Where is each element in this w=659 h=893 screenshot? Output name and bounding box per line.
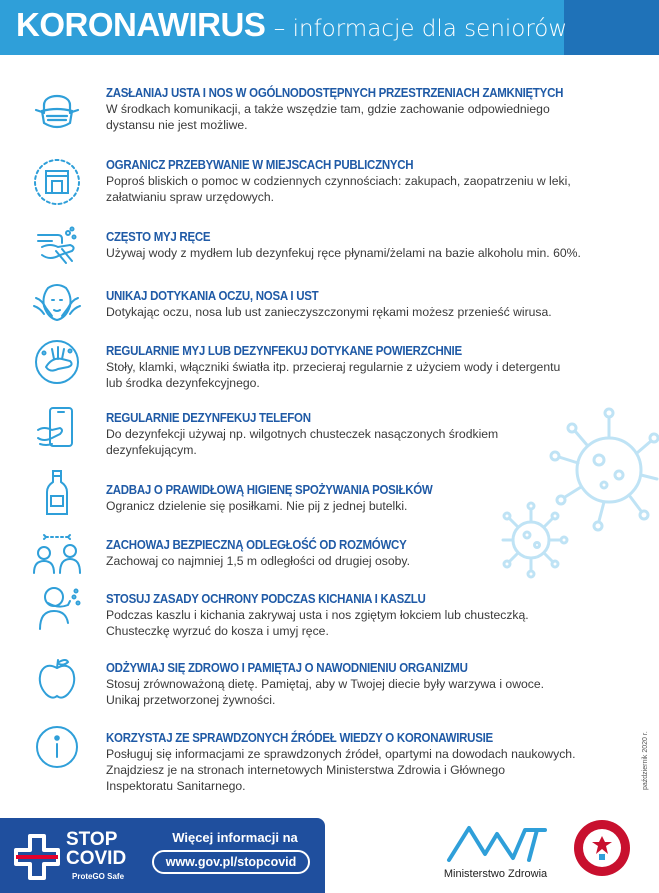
public-place-icon [32, 157, 82, 207]
info-icon [32, 722, 82, 772]
advice-heading: UNIKAJ DOTYKANIA OCZU, NOSA I UST [106, 289, 319, 303]
advice-heading: ZASŁANIAJ USTA I NOS W OGÓLNODOSTĘPNYCH PRZESTRZENIACH ZAMKNIĘTYCH [106, 86, 564, 100]
advice-heading: ZACHOWAJ BEZPIECZNĄ ODLEGŁOŚĆ OD ROZMÓWCY [106, 538, 407, 552]
phone-disinfect-icon [32, 404, 82, 454]
advice-description: Używaj wody z mydłem lub dezynfekuj ręce płynami/żelami na bazie alkoholu min. 60%. [106, 246, 581, 260]
header-dark-band [564, 0, 659, 55]
distance-icon [32, 527, 82, 577]
advice-heading: KORZYSTAJ ZE SPRAWDZONYCH ŹRÓDEŁ WIEDZY O KORONAWIRUSIE [106, 731, 493, 745]
advice-description: Stosuj zrównoważoną dietę. Pamiętaj, aby w Twojej diecie były warzywa i owoce. Unikaj przetworzonej żywności. [106, 677, 545, 707]
protego-label: ProteGO Safe [72, 872, 125, 881]
advice-description: Ogranicz dzielenie się posiłkami. Nie pij z jednej butelki. [106, 499, 408, 513]
advice-heading: ODŻYWIAJ SIĘ ZDROWO I PAMIĘTAJ O NAWODNIENIU ORGANIZMU [106, 661, 468, 675]
advice-heading: STOSUJ ZASADY OCHRONY PODCZAS KICHANIA I KASZLU [106, 592, 426, 606]
ministry-label: Ministerstwo Zdrowia [443, 868, 548, 880]
advice-description: Posługuj się informacjami ze sprawdzonych źródeł, opartymi na dowodach naukowych. Znajdziesz je na stronach internetowych Ministerstwa Zdrowia i Głównego Inspektoratu Sanitarnego. [106, 747, 576, 793]
page-title: KORONAWIRUS [16, 6, 266, 43]
stop-covid-cross-icon [14, 834, 60, 880]
no-face-touch-icon [32, 280, 82, 330]
stopcovid-link[interactable]: www.gov.pl/stopcovid [152, 850, 310, 874]
disinfect-surfaces-icon [32, 337, 82, 387]
date-note: październik 2020 r. [642, 731, 649, 790]
advice-description: Zachowaj co najmniej 1,5 m odległości od drugiej osoby. [106, 554, 410, 568]
covid-label: COVID [66, 848, 127, 869]
apple-icon [32, 654, 82, 704]
wash-hands-icon [32, 221, 82, 271]
stop-label: STOP [66, 829, 118, 850]
advice-description: Podczas kaszlu i kichania zakrywaj usta i nos zgiętym łokciem lub chusteczką. Chusteczkę wyrzuć do kosza i umyj ręce. [106, 608, 529, 638]
face-mask-icon [32, 85, 82, 135]
advice-description: Dotykając oczu, nosa lub ust zanieczyszczonymi rękami możesz przenieść wirusa. [106, 305, 552, 319]
sanitary-inspectorate-seal-icon [572, 818, 632, 878]
advice-description: Do dezynfekcji używaj np. wilgotnych chusteczek nasączonych środkiem dezynfekującym. [106, 427, 499, 457]
advice-heading: ZADBAJ O PRAWIDŁOWĄ HIGIENĘ SPOŻYWANIA POSIŁKÓW [106, 483, 433, 497]
page-subtitle: – informacje dla seniorów [273, 16, 568, 42]
advice-description: W środkach komunikacji, a także wszędzie tam, gdzie zachowanie odpowiedniego dystansu nie jest możliwe. [106, 102, 550, 132]
bottle-icon [32, 468, 82, 518]
footer-banner [0, 818, 325, 893]
advice-heading: REGULARNIE MYJ LUB DEZYNFEKUJ DOTYKANE POWIERZCHNIE [106, 344, 462, 358]
header-banner [0, 0, 659, 55]
advice-description: Poproś bliskich o pomoc w codziennych czynnościach: zakupach, zaopatrzeniu w leki, załatwianiu spraw urzędowych. [106, 174, 571, 204]
advice-heading: CZĘSTO MYJ RĘCE [106, 230, 211, 244]
advice-description: Stoły, klamki, włączniki światła itp. przecieraj regularnie z użyciem wody i detergentu lub środka dezynfekcyjnego. [106, 360, 561, 390]
more-info-label: Więcej informacji na [172, 830, 298, 845]
advice-heading: OGRANICZ PRZEBYWANIE W MIEJSCACH PUBLICZNYCH [106, 158, 414, 172]
stop-covid-logo [14, 830, 146, 885]
sneeze-icon [32, 583, 82, 633]
advice-heading: REGULARNIE DEZYNFEKUJ TELEFON [106, 411, 311, 425]
